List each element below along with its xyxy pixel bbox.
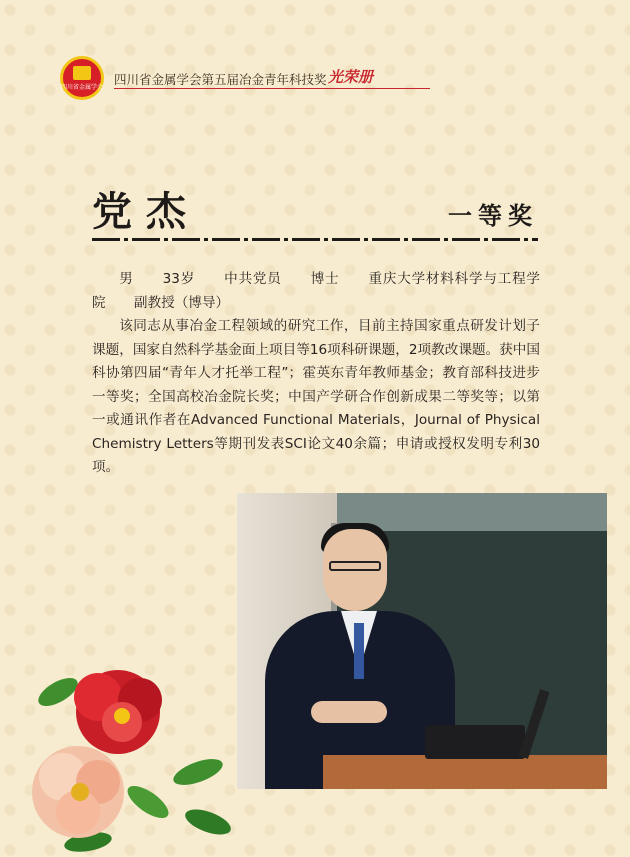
- photo-person-tie: [354, 623, 364, 679]
- header-title: 四川省金属学会第五届冶金青年科技奖: [114, 72, 327, 87]
- profile-degree: 博士: [310, 271, 340, 287]
- red-peony-icon: [74, 670, 162, 754]
- profile-title: 副教授（博导）: [133, 294, 230, 311]
- logo-text: 四川省金属学会: [61, 83, 104, 91]
- header-honor: 光荣册: [328, 68, 374, 86]
- society-logo: [60, 56, 104, 100]
- portrait-photo: [237, 493, 607, 789]
- header-underline: [114, 88, 430, 89]
- person-name: 党杰: [92, 188, 200, 235]
- logo-emblem-icon: [73, 66, 91, 80]
- title-divider: [92, 238, 538, 241]
- profile-age: 33岁: [162, 271, 196, 287]
- profile-affiliation: 重庆大学材料科学与工程学院: [92, 271, 541, 311]
- photo-person-glasses: [329, 561, 381, 571]
- award-level: 一等奖: [448, 201, 538, 230]
- photo-lectern: [323, 755, 607, 789]
- bio-paragraph: 该同志从事冶金工程领域的研究工作，目前主持国家重点研发计划子课题，国家自然科学基金面上项目等16项科研课题，2项教改课题。获中国科协第四届“青年人才托举工程”；霍英东青年教师基金；教育部科技进步一等奖；全国高校冶金院长奖；中国产学研合作创新成果二等奖等；以第一或通讯作者在Advanced Functional Materials，Journal of Physical Chemistry Letters等期刊发表SCI论文40余篇；申请或授权发明专利30项。: [92, 318, 540, 475]
- profile-gender: 男: [119, 271, 134, 287]
- pink-peony-icon: [32, 746, 124, 838]
- header: [60, 56, 390, 104]
- photo-person-hands: [311, 701, 387, 723]
- biography: [92, 268, 540, 480]
- photo-laptop: [425, 725, 525, 759]
- peony-flower-decoration: [18, 652, 238, 857]
- profile-party: 中共党员: [224, 271, 282, 287]
- profile-line: [92, 268, 540, 315]
